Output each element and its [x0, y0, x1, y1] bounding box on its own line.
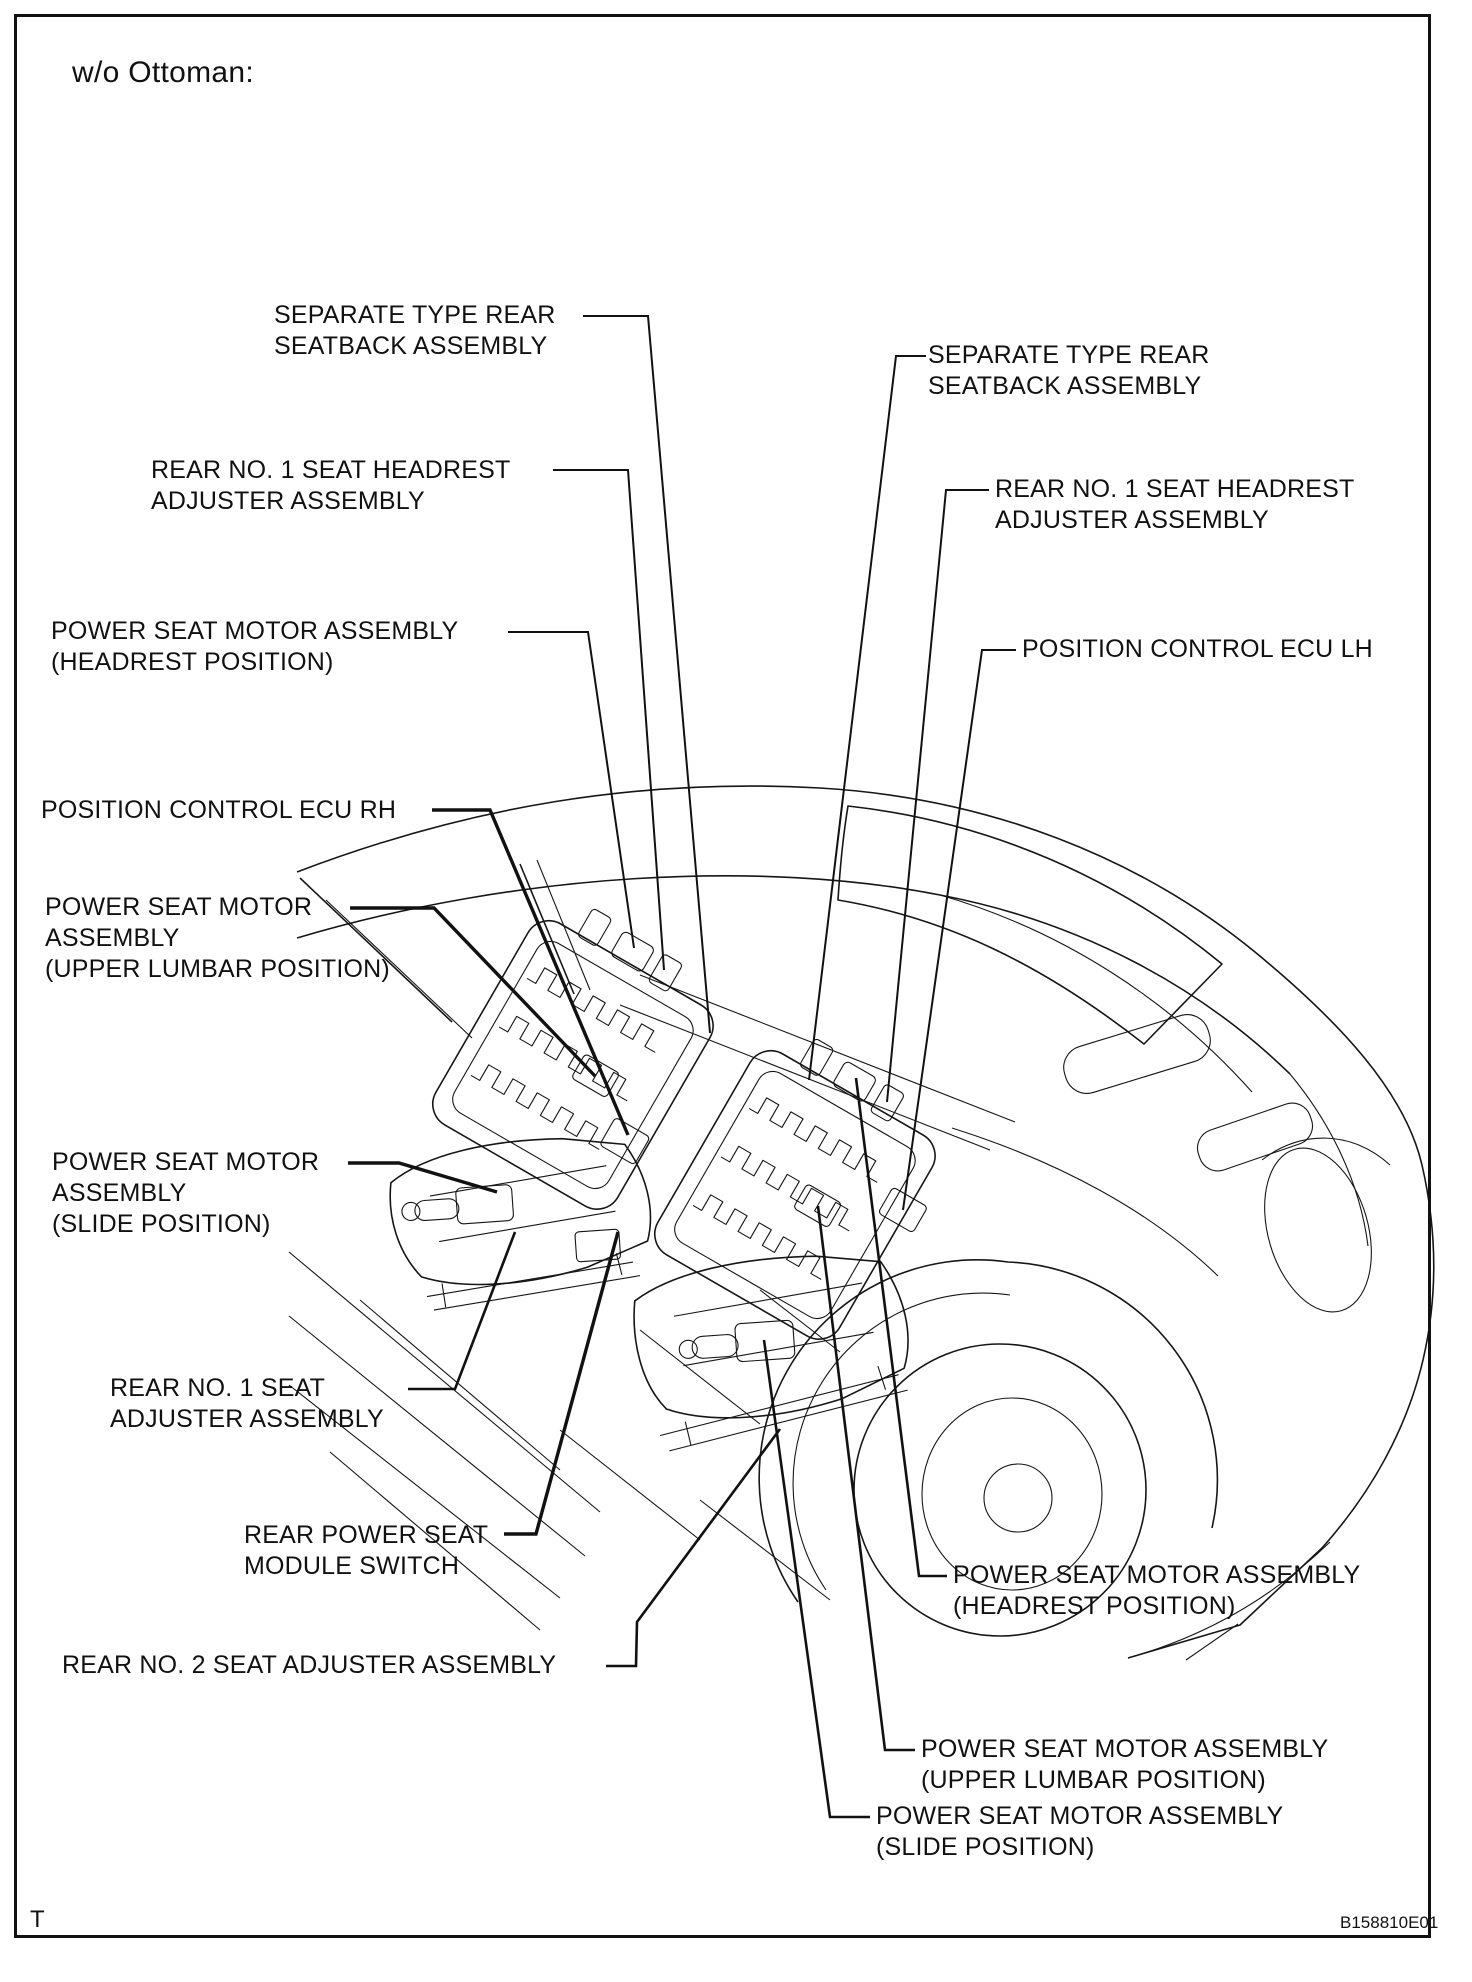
callout-separate-type-rear-seatback-right: SEPARATE TYPE REAR SEATBACK ASSEMBLY [928, 341, 1210, 400]
callout-position-control-ecu-rh: POSITION CONTROL ECU RH [41, 796, 397, 824]
page-title: w/o Ottoman: [72, 56, 255, 89]
callout-rear-no2-seat-adjuster: REAR NO. 2 SEAT ADJUSTER ASSEMBLY [62, 1651, 557, 1679]
callout-separate-type-rear-seatback-left: SEPARATE TYPE REAR SEATBACK ASSEMBLY [274, 301, 556, 360]
callout-rear-no1-seat-adjuster: REAR NO. 1 SEAT ADJUSTER ASSEMBLY [110, 1374, 384, 1433]
callout-rear-power-seat-module-switch: REAR POWER SEAT MODULE SWITCH [244, 1521, 489, 1580]
callout-position-control-ecu-lh: POSITION CONTROL ECU LH [1022, 635, 1373, 663]
callout-power-seat-motor-headrest-right: POWER SEAT MOTOR ASSEMBLY (HEADREST POSITION) [953, 1561, 1361, 1620]
callout-power-seat-motor-headrest-left: POWER SEAT MOTOR ASSEMBLY (HEADREST POSITION) [51, 617, 459, 676]
callout-power-seat-motor-slide-right: POWER SEAT MOTOR ASSEMBLY (SLIDE POSITION) [876, 1802, 1284, 1861]
callout-rear-no1-seat-headrest-adjuster-right: REAR NO. 1 SEAT HEADREST ADJUSTER ASSEMBLY [995, 475, 1355, 534]
figure-code: B158810E01 [1340, 1913, 1439, 1932]
footer-marker: T [30, 1906, 45, 1933]
callout-power-seat-motor-upper-lumbar-right: POWER SEAT MOTOR ASSEMBLY (UPPER LUMBAR POSITION) [921, 1735, 1329, 1794]
callout-rear-no1-seat-headrest-adjuster-left: REAR NO. 1 SEAT HEADREST ADJUSTER ASSEMBLY [151, 456, 511, 515]
callout-power-seat-motor-slide-left: POWER SEAT MOTOR ASSEMBLY (SLIDE POSITION) [52, 1148, 320, 1238]
callout-power-seat-motor-upper-lumbar-left: POWER SEAT MOTOR ASSEMBLY (UPPER LUMBAR POSITION) [45, 893, 390, 983]
